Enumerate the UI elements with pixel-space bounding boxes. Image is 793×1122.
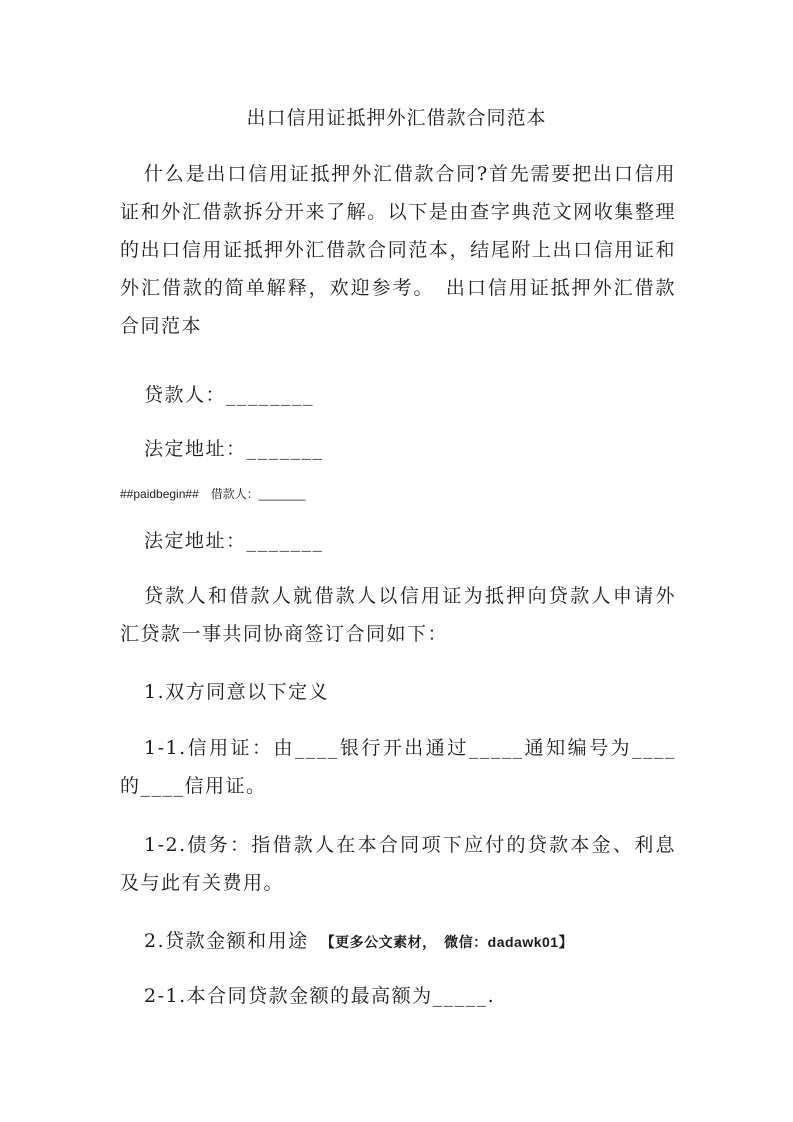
lender-line: 贷款人：________: [144, 384, 315, 406]
section-2-heading: [144, 926, 573, 957]
intro-paragraph: 什么是出口信用证抵押外汇借款合同?首先需要把出口信用证和外汇借款拆分开来了解。以下是由查字典范文网收集整理的出口信用证抵押外汇借款合同范本，结尾附上出口信用证和外汇借款的简单解释，欢迎参考。 出口信用证抵押外汇借款合同范本: [120, 163, 676, 337]
clause-2-1: 2-1.本合同贷款金额的最高额为_____.: [144, 985, 496, 1007]
paid-marker-borrower-line: ##paidbegin## 借款人：_______: [120, 487, 306, 501]
agreement-paragraph: 贷款人和借款人就借款人以信用证为抵押向贷款人申请外汇贷款一事共同协商签订合同如下：: [120, 585, 676, 645]
section-1-heading: 1.双方同意以下定义: [144, 681, 330, 703]
clause-1-2: 1-2.债务：指借款人在本合同项下应付的贷款本金、利息及与此有关费用。: [120, 834, 676, 894]
promo-text: 【更多公文素材， 微信：dadawk01】: [320, 934, 574, 950]
section-2-title: 2.贷款金额和用途: [144, 930, 309, 952]
lender-address-line: 法定地址：_______: [144, 438, 324, 460]
borrower-address-line: 法定地址：_______: [144, 530, 324, 552]
document-title: 出口信用证抵押外汇借款合同范本: [246, 107, 547, 129]
clause-1-1: 1-1.信用证：由____银行开出通过_____通知编号为____的____信用证。: [120, 737, 676, 797]
